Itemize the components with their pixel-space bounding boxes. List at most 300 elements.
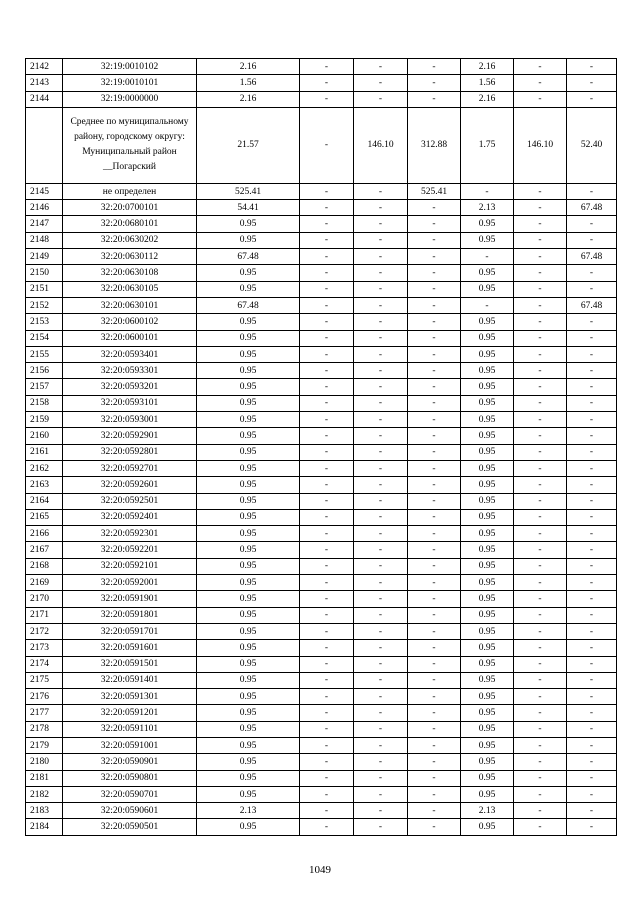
- col4-cell: -: [300, 428, 354, 444]
- col5-cell: -: [354, 444, 408, 460]
- col6-cell: -: [408, 526, 461, 542]
- col9-cell: -: [567, 395, 617, 411]
- col7-cell: 0.95: [461, 314, 514, 330]
- value-cell: 0.95: [197, 819, 300, 835]
- row-number-cell: 2164: [26, 493, 63, 509]
- col6-cell: -: [408, 314, 461, 330]
- col4-cell: -: [300, 607, 354, 623]
- col4-cell: -: [300, 297, 354, 313]
- row-number-cell: 2180: [26, 754, 63, 770]
- cadastral-number-cell: 32:20:0591801: [63, 607, 197, 623]
- col4-cell: -: [300, 737, 354, 753]
- col6-cell: -: [408, 460, 461, 476]
- table-row: [26, 591, 617, 607]
- table-row: [26, 526, 617, 542]
- col4-cell: -: [300, 314, 354, 330]
- table-row: [26, 412, 617, 428]
- table-row: [26, 363, 617, 379]
- col9-cell: 67.48: [567, 249, 617, 265]
- value-cell: 0.95: [197, 265, 300, 281]
- col5-cell: -: [354, 183, 408, 199]
- value-cell: 54.41: [197, 200, 300, 216]
- col4-cell: -: [300, 75, 354, 91]
- col4-cell: -: [300, 183, 354, 199]
- table-row: [26, 754, 617, 770]
- col5-cell: -: [354, 607, 408, 623]
- col6-cell: -: [408, 705, 461, 721]
- value-cell: 0.95: [197, 395, 300, 411]
- col6-cell: 312.88: [408, 107, 461, 183]
- cadastral-number-cell: 32:20:0590801: [63, 770, 197, 786]
- row-number-cell: 2153: [26, 314, 63, 330]
- col8-cell: -: [514, 689, 567, 705]
- col8-cell: -: [514, 395, 567, 411]
- row-number-cell: 2171: [26, 607, 63, 623]
- col8-cell: -: [514, 591, 567, 607]
- value-cell: 2.16: [197, 91, 300, 107]
- col6-cell: -: [408, 249, 461, 265]
- col4-cell: -: [300, 412, 354, 428]
- col9-cell: -: [567, 542, 617, 558]
- col9-cell: -: [567, 460, 617, 476]
- col7-cell: 2.13: [461, 803, 514, 819]
- col9-cell: -: [567, 640, 617, 656]
- col4-cell: -: [300, 542, 354, 558]
- table-row: [26, 428, 617, 444]
- table-row: [26, 330, 617, 346]
- col9-cell: -: [567, 672, 617, 688]
- col6-cell: -: [408, 656, 461, 672]
- col6-cell: -: [408, 200, 461, 216]
- col6-cell: -: [408, 770, 461, 786]
- col7-cell: 0.95: [461, 737, 514, 753]
- col9-cell: -: [567, 330, 617, 346]
- value-cell: 0.95: [197, 330, 300, 346]
- cadastral-number-cell: 32:20:0591701: [63, 623, 197, 639]
- value-cell: 0.95: [197, 232, 300, 248]
- col6-cell: -: [408, 281, 461, 297]
- table-row: [26, 737, 617, 753]
- col4-cell: -: [300, 379, 354, 395]
- table-row: [26, 75, 617, 91]
- col9-cell: -: [567, 737, 617, 753]
- col6-cell: -: [408, 346, 461, 362]
- col9-cell: -: [567, 721, 617, 737]
- row-number-cell: 2170: [26, 591, 63, 607]
- row-number-cell: 2148: [26, 232, 63, 248]
- col5-cell: -: [354, 721, 408, 737]
- col7-cell: 0.95: [461, 395, 514, 411]
- col7-cell: 0.95: [461, 558, 514, 574]
- col8-cell: -: [514, 281, 567, 297]
- table-row: [26, 91, 617, 107]
- row-number-cell: 2160: [26, 428, 63, 444]
- col4-cell: -: [300, 460, 354, 476]
- table-row: [26, 216, 617, 232]
- value-cell: 0.95: [197, 737, 300, 753]
- cadastral-number-cell: 32:20:0592701: [63, 460, 197, 476]
- table-row: [26, 558, 617, 574]
- col7-cell: 0.95: [461, 754, 514, 770]
- col6-cell: -: [408, 363, 461, 379]
- col6-cell: -: [408, 297, 461, 313]
- table-row: [26, 460, 617, 476]
- col8-cell: -: [514, 183, 567, 199]
- value-cell: 0.95: [197, 786, 300, 802]
- cadastral-number-cell: 32:20:0592001: [63, 575, 197, 591]
- col9-cell: -: [567, 558, 617, 574]
- value-cell: 0.95: [197, 705, 300, 721]
- col7-cell: 0.95: [461, 786, 514, 802]
- col8-cell: -: [514, 346, 567, 362]
- table-row: [26, 575, 617, 591]
- col5-cell: 146.10: [354, 107, 408, 183]
- col7-cell: 0.95: [461, 216, 514, 232]
- col4-cell: -: [300, 395, 354, 411]
- table-row: [26, 493, 617, 509]
- col5-cell: -: [354, 460, 408, 476]
- col6-cell: -: [408, 216, 461, 232]
- col8-cell: -: [514, 786, 567, 802]
- col9-cell: -: [567, 705, 617, 721]
- col9-cell: 52.40: [567, 107, 617, 183]
- col7-cell: 0.95: [461, 640, 514, 656]
- col4-cell: -: [300, 689, 354, 705]
- value-cell: 0.95: [197, 607, 300, 623]
- table-row: [26, 542, 617, 558]
- cadastral-number-cell: 32:20:0593401: [63, 346, 197, 362]
- col9-cell: -: [567, 591, 617, 607]
- col6-cell: -: [408, 75, 461, 91]
- cadastral-number-cell: 32:20:0592301: [63, 526, 197, 542]
- col6-cell: -: [408, 640, 461, 656]
- value-cell: 21.57: [197, 107, 300, 183]
- col5-cell: -: [354, 623, 408, 639]
- col5-cell: -: [354, 558, 408, 574]
- row-number-cell: 2142: [26, 59, 63, 75]
- table-row: [26, 672, 617, 688]
- table-row: [26, 59, 617, 75]
- col4-cell: -: [300, 363, 354, 379]
- col9-cell: -: [567, 444, 617, 460]
- col7-cell: 0.95: [461, 477, 514, 493]
- col9-cell: -: [567, 363, 617, 379]
- col5-cell: -: [354, 542, 408, 558]
- row-number-cell: 2178: [26, 721, 63, 737]
- cadastral-number-cell: 32:20:0592601: [63, 477, 197, 493]
- table-row: [26, 786, 617, 802]
- col9-cell: -: [567, 91, 617, 107]
- col6-cell: -: [408, 737, 461, 753]
- col8-cell: -: [514, 803, 567, 819]
- col9-cell: -: [567, 477, 617, 493]
- col4-cell: -: [300, 558, 354, 574]
- cadastral-number-cell: 32:20:0592101: [63, 558, 197, 574]
- col8-cell: -: [514, 542, 567, 558]
- row-number-cell: 2184: [26, 819, 63, 835]
- col8-cell: -: [514, 737, 567, 753]
- value-cell: 0.95: [197, 591, 300, 607]
- col9-cell: -: [567, 623, 617, 639]
- value-cell: 67.48: [197, 297, 300, 313]
- value-cell: 0.95: [197, 428, 300, 444]
- col8-cell: -: [514, 558, 567, 574]
- col8-cell: -: [514, 200, 567, 216]
- col5-cell: -: [354, 281, 408, 297]
- row-number-cell: 2165: [26, 509, 63, 525]
- table-row: [26, 689, 617, 705]
- average-summary-row: [26, 107, 617, 183]
- col5-cell: -: [354, 428, 408, 444]
- col4-cell: -: [300, 346, 354, 362]
- col6-cell: -: [408, 542, 461, 558]
- value-cell: 0.95: [197, 575, 300, 591]
- col5-cell: -: [354, 249, 408, 265]
- col8-cell: -: [514, 314, 567, 330]
- row-number-cell: 2146: [26, 200, 63, 216]
- value-cell: 0.95: [197, 672, 300, 688]
- col9-cell: -: [567, 819, 617, 835]
- cadastral-number-cell: 32:20:0593001: [63, 412, 197, 428]
- value-cell: 0.95: [197, 346, 300, 362]
- col6-cell: -: [408, 91, 461, 107]
- col6-cell: -: [408, 330, 461, 346]
- col5-cell: -: [354, 297, 408, 313]
- col6-cell: -: [408, 575, 461, 591]
- row-number-cell: 2159: [26, 412, 63, 428]
- col8-cell: -: [514, 265, 567, 281]
- col5-cell: -: [354, 493, 408, 509]
- col8-cell: -: [514, 493, 567, 509]
- table-row: [26, 281, 617, 297]
- col5-cell: -: [354, 754, 408, 770]
- col6-cell: -: [408, 819, 461, 835]
- value-cell: 0.95: [197, 477, 300, 493]
- table-row: [26, 656, 617, 672]
- col5-cell: -: [354, 477, 408, 493]
- cadastral-number-cell: 32:20:0680101: [63, 216, 197, 232]
- col9-cell: -: [567, 265, 617, 281]
- col7-cell: 0.95: [461, 705, 514, 721]
- col7-cell: 0.95: [461, 509, 514, 525]
- row-number-cell: 2150: [26, 265, 63, 281]
- col8-cell: -: [514, 819, 567, 835]
- value-cell: 0.95: [197, 721, 300, 737]
- col7-cell: 0.95: [461, 444, 514, 460]
- value-cell: 0.95: [197, 509, 300, 525]
- col7-cell: 0.95: [461, 493, 514, 509]
- table-row: [26, 640, 617, 656]
- col5-cell: -: [354, 705, 408, 721]
- cadastral-number-cell: 32:20:0600102: [63, 314, 197, 330]
- col4-cell: -: [300, 281, 354, 297]
- col4-cell: -: [300, 672, 354, 688]
- col7-cell: 0.95: [461, 819, 514, 835]
- value-cell: 0.95: [197, 623, 300, 639]
- cadastral-number-cell: 32:20:0590601: [63, 803, 197, 819]
- col7-cell: 1.75: [461, 107, 514, 183]
- col9-cell: -: [567, 656, 617, 672]
- row-number-cell: 2179: [26, 737, 63, 753]
- cadastral-number-cell: 32:20:0591601: [63, 640, 197, 656]
- col4-cell: -: [300, 575, 354, 591]
- col6-cell: -: [408, 509, 461, 525]
- cadastral-number-cell: не определен: [63, 183, 197, 199]
- col6-cell: -: [408, 803, 461, 819]
- col8-cell: -: [514, 623, 567, 639]
- col5-cell: -: [354, 265, 408, 281]
- row-number-cell: 2177: [26, 705, 63, 721]
- cadastral-number-cell: 32:20:0630202: [63, 232, 197, 248]
- value-cell: 0.95: [197, 770, 300, 786]
- col8-cell: -: [514, 428, 567, 444]
- col9-cell: -: [567, 379, 617, 395]
- col5-cell: -: [354, 379, 408, 395]
- col6-cell: -: [408, 591, 461, 607]
- row-number-cell: 2152: [26, 297, 63, 313]
- table-row: [26, 477, 617, 493]
- col6-cell: -: [408, 689, 461, 705]
- col7-cell: 0.95: [461, 542, 514, 558]
- col4-cell: -: [300, 216, 354, 232]
- col8-cell: 146.10: [514, 107, 567, 183]
- col7-cell: 2.16: [461, 59, 514, 75]
- col5-cell: -: [354, 200, 408, 216]
- value-cell: 0.95: [197, 558, 300, 574]
- col7-cell: -: [461, 249, 514, 265]
- table-row: [26, 249, 617, 265]
- row-number-cell: 2144: [26, 91, 63, 107]
- col6-cell: -: [408, 786, 461, 802]
- col8-cell: -: [514, 656, 567, 672]
- col5-cell: -: [354, 232, 408, 248]
- col7-cell: 2.13: [461, 200, 514, 216]
- col6-cell: -: [408, 232, 461, 248]
- cadastral-number-cell: 32:19:0010101: [63, 75, 197, 91]
- table-row: [26, 509, 617, 525]
- cadastral-number-cell: 32:20:0592401: [63, 509, 197, 525]
- col6-cell: -: [408, 379, 461, 395]
- col4-cell: -: [300, 265, 354, 281]
- table-row: [26, 297, 617, 313]
- col7-cell: 0.95: [461, 379, 514, 395]
- cadastral-number-cell: 32:20:0600101: [63, 330, 197, 346]
- col7-cell: 0.95: [461, 330, 514, 346]
- col4-cell: -: [300, 591, 354, 607]
- value-cell: 0.95: [197, 379, 300, 395]
- col7-cell: 1.56: [461, 75, 514, 91]
- col8-cell: -: [514, 216, 567, 232]
- col8-cell: -: [514, 672, 567, 688]
- table-row: [26, 200, 617, 216]
- col6-cell: -: [408, 59, 461, 75]
- col7-cell: 0.95: [461, 526, 514, 542]
- value-cell: 1.56: [197, 75, 300, 91]
- col7-cell: 0.95: [461, 232, 514, 248]
- col5-cell: -: [354, 330, 408, 346]
- cadastral-number-cell: 32:20:0592801: [63, 444, 197, 460]
- col4-cell: -: [300, 200, 354, 216]
- col8-cell: -: [514, 444, 567, 460]
- page-number: 1049: [309, 864, 331, 876]
- cadastral-number-cell: 32:20:0591401: [63, 672, 197, 688]
- row-number-cell: [26, 107, 63, 183]
- col7-cell: 0.95: [461, 346, 514, 362]
- row-number-cell: 2162: [26, 460, 63, 476]
- col6-cell: -: [408, 265, 461, 281]
- col4-cell: -: [300, 107, 354, 183]
- table-row: [26, 770, 617, 786]
- col9-cell: 67.48: [567, 200, 617, 216]
- col8-cell: -: [514, 59, 567, 75]
- col4-cell: -: [300, 493, 354, 509]
- col4-cell: -: [300, 803, 354, 819]
- cadastral-number-cell: 32:20:0591901: [63, 591, 197, 607]
- cadastral-number-cell: 32:20:0590901: [63, 754, 197, 770]
- cadastral-number-cell: 32:20:0630101: [63, 297, 197, 313]
- table-row: [26, 607, 617, 623]
- col8-cell: -: [514, 477, 567, 493]
- cadastral-number-cell: 32:20:0592501: [63, 493, 197, 509]
- table-row: [26, 265, 617, 281]
- col5-cell: -: [354, 91, 408, 107]
- cadastral-number-cell: 32:20:0700101: [63, 200, 197, 216]
- col5-cell: -: [354, 640, 408, 656]
- col7-cell: 0.95: [461, 607, 514, 623]
- col9-cell: -: [567, 803, 617, 819]
- col4-cell: -: [300, 656, 354, 672]
- row-number-cell: 2149: [26, 249, 63, 265]
- col6-cell: -: [408, 623, 461, 639]
- col5-cell: -: [354, 363, 408, 379]
- col4-cell: -: [300, 623, 354, 639]
- value-cell: 0.95: [197, 640, 300, 656]
- col8-cell: -: [514, 509, 567, 525]
- table-row: [26, 803, 617, 819]
- col4-cell: -: [300, 819, 354, 835]
- row-number-cell: 2174: [26, 656, 63, 672]
- col6-cell: -: [408, 395, 461, 411]
- col5-cell: -: [354, 803, 408, 819]
- col6-cell: -: [408, 444, 461, 460]
- col4-cell: -: [300, 444, 354, 460]
- col9-cell: -: [567, 689, 617, 705]
- row-number-cell: 2169: [26, 575, 63, 591]
- col4-cell: -: [300, 526, 354, 542]
- col7-cell: 0.95: [461, 770, 514, 786]
- table-row: [26, 623, 617, 639]
- col7-cell: 0.95: [461, 428, 514, 444]
- col5-cell: -: [354, 689, 408, 705]
- col8-cell: -: [514, 640, 567, 656]
- value-cell: 0.95: [197, 363, 300, 379]
- col5-cell: -: [354, 509, 408, 525]
- col9-cell: 67.48: [567, 297, 617, 313]
- row-number-cell: 2172: [26, 623, 63, 639]
- table-body: [26, 59, 617, 836]
- row-number-cell: 2154: [26, 330, 63, 346]
- cadastral-number-cell: 32:20:0630112: [63, 249, 197, 265]
- col8-cell: -: [514, 75, 567, 91]
- col8-cell: -: [514, 412, 567, 428]
- col9-cell: -: [567, 509, 617, 525]
- col8-cell: -: [514, 526, 567, 542]
- col7-cell: -: [461, 183, 514, 199]
- col4-cell: -: [300, 477, 354, 493]
- col9-cell: -: [567, 575, 617, 591]
- col8-cell: -: [514, 754, 567, 770]
- col9-cell: -: [567, 412, 617, 428]
